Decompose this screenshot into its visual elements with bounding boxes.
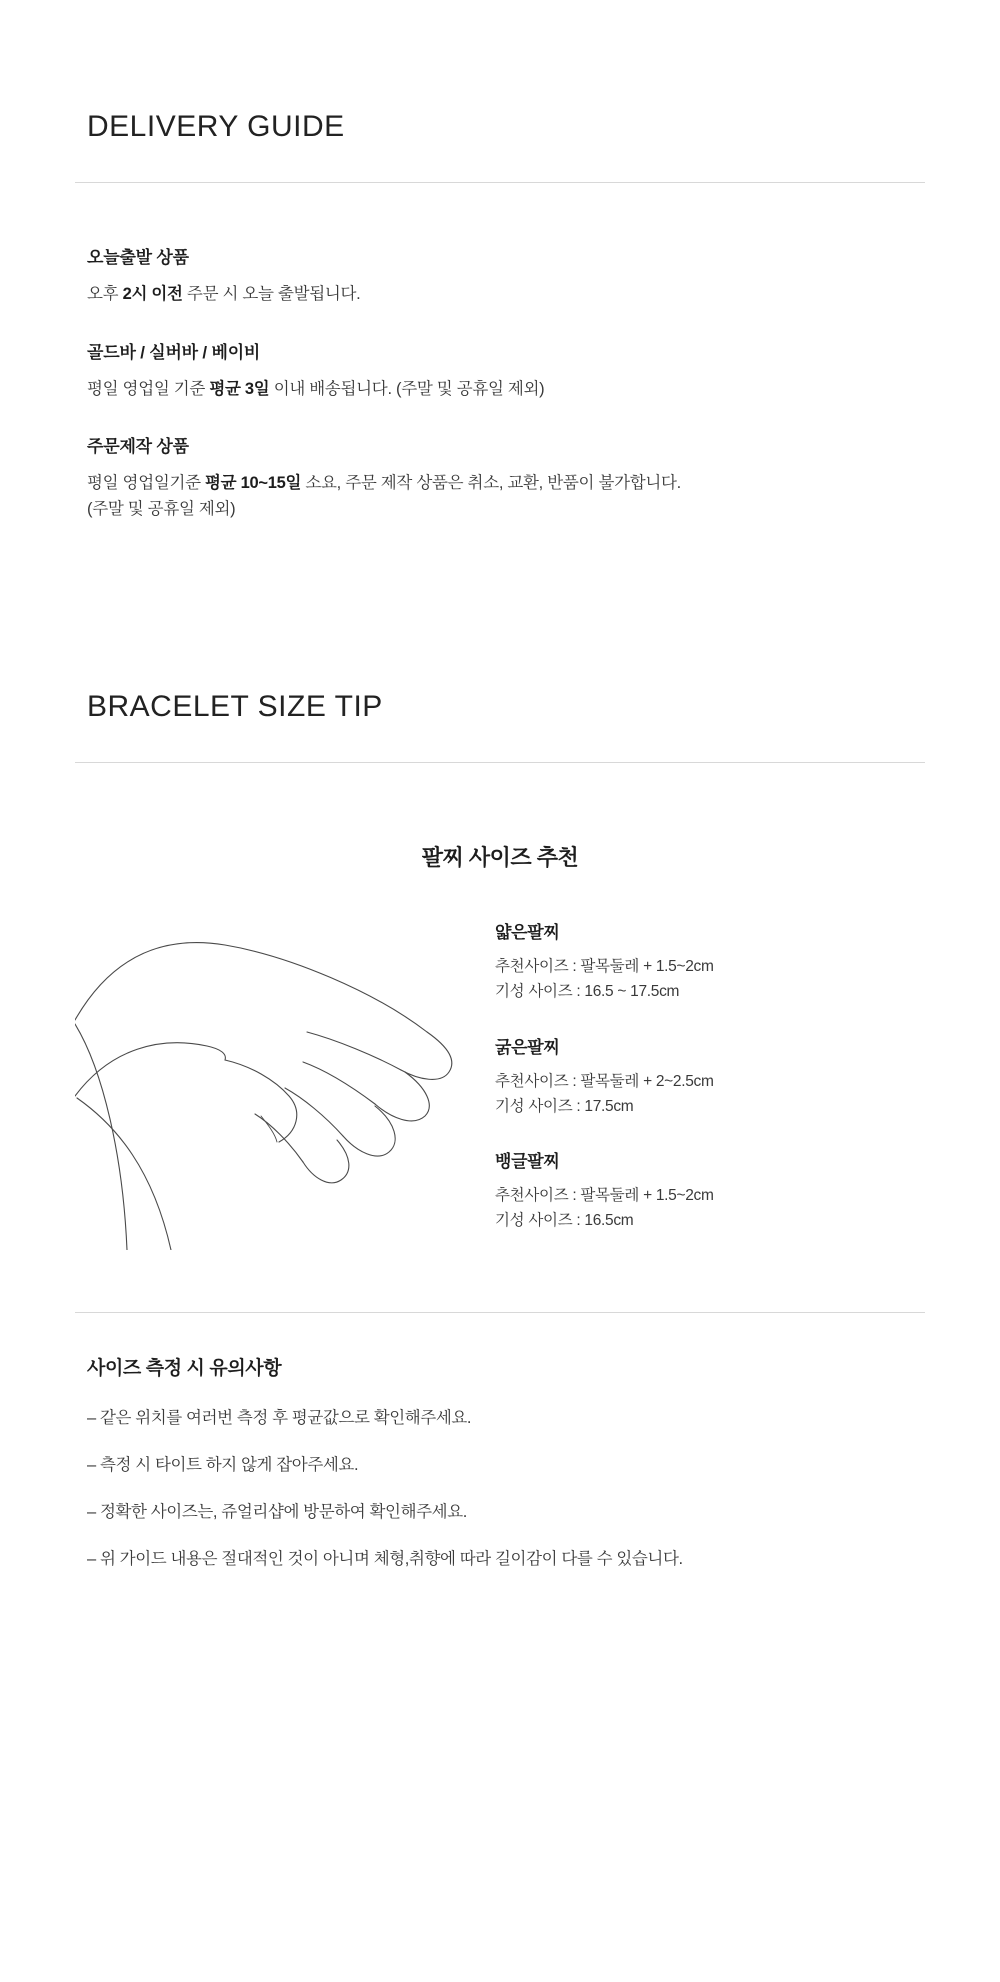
notice-title: 사이즈 측정 시 유의사항 <box>87 1358 282 1380</box>
delivery-body-strong: 평균 10~15일 <box>205 474 302 493</box>
size-group-name: 뱅글팔찌 <box>495 1152 560 1172</box>
delivery-body-pre: 오후 <box>87 285 123 303</box>
delivery-item-heading: 주문제작 상품 <box>87 437 189 457</box>
hand-illustration <box>75 910 495 1250</box>
bracelet-size-tip-title: BRACELET SIZE TIP <box>87 690 383 724</box>
notice-item: – 정확한 사이즈는, 쥬얼리샵에 방문하여 확인해주세요. <box>87 1502 467 1521</box>
measurement-notice <box>75 1353 925 1691</box>
delivery-guide-section <box>75 110 925 522</box>
delivery-item-body <box>87 282 925 308</box>
size-group-ready: 기성 사이즈 : 16.5cm <box>495 1212 634 1230</box>
delivery-item <box>87 338 925 403</box>
page-content <box>75 0 925 1691</box>
size-group-bangle <box>495 1147 925 1234</box>
notice-item: – 위 가이드 내용은 절대적인 것이 아니며 체형,취향에 따라 길이감이 다를 수 있습니다. <box>87 1549 683 1568</box>
delivery-guide-divider <box>75 182 925 183</box>
delivery-body-pre: 평일 영업일기준 <box>87 474 206 493</box>
delivery-item-body <box>87 471 925 497</box>
notice-item: – 측정 시 타이트 하지 않게 잡아주세요. <box>87 1456 359 1474</box>
size-group-ready: 기성 사이즈 : 16.5 ~ 17.5cm <box>495 983 680 1001</box>
notice-divider <box>75 1312 925 1313</box>
size-group-ready: 기성 사이즈 : 17.5cm <box>495 1097 634 1115</box>
delivery-body-post: 소요, 주문 제작 상품은 취소, 교환, 반품이 불가합니다. <box>301 474 681 493</box>
bracelet-size-tip-section <box>75 690 925 1691</box>
delivery-body-post: 이내 배송됩니다. (주말 및 공휴일 제외) <box>269 379 545 398</box>
bracelet-size-tip-divider <box>75 762 925 763</box>
bracelet-size-body <box>75 910 925 1250</box>
delivery-item <box>87 432 925 522</box>
size-group-name: 얇은팔찌 <box>495 923 560 943</box>
bracelet-size-list <box>495 910 925 1234</box>
size-group-thick <box>495 1033 925 1120</box>
size-group-recommend: 추천사이즈 : 팔목둘레 + 1.5~2cm <box>495 958 714 976</box>
delivery-item-heading: 골드바 / 실버바 / 베이비 <box>87 342 261 362</box>
delivery-item-heading: 오늘출발 상품 <box>87 248 189 267</box>
delivery-item-body <box>87 377 925 403</box>
size-group-thin <box>495 918 925 1005</box>
delivery-item-body-extra: (주말 및 공휴일 제외) <box>87 499 236 518</box>
size-group-name: 굵은팔찌 <box>495 1037 560 1057</box>
delivery-item <box>87 243 925 308</box>
size-group-recommend: 추천사이즈 : 팔목둘레 + 1.5~2cm <box>495 1187 714 1205</box>
delivery-guide-list <box>75 243 925 522</box>
delivery-guide-title: DELIVERY GUIDE <box>87 110 345 143</box>
delivery-body-post: 주문 시 오늘 출발됩니다. <box>182 285 361 303</box>
bracelet-size-subtitle: 팔찌 사이즈 추천 <box>421 845 579 871</box>
delivery-body-strong: 2시 이전 <box>122 285 183 303</box>
notice-item: – 같은 위치를 여러번 측정 후 평균값으로 확인해주세요. <box>87 1409 472 1428</box>
size-group-recommend: 추천사이즈 : 팔목둘레 + 2~2.5cm <box>495 1072 714 1090</box>
delivery-body-strong: 평균 3일 <box>209 379 270 398</box>
delivery-body-pre: 평일 영업일 기준 <box>87 379 210 398</box>
